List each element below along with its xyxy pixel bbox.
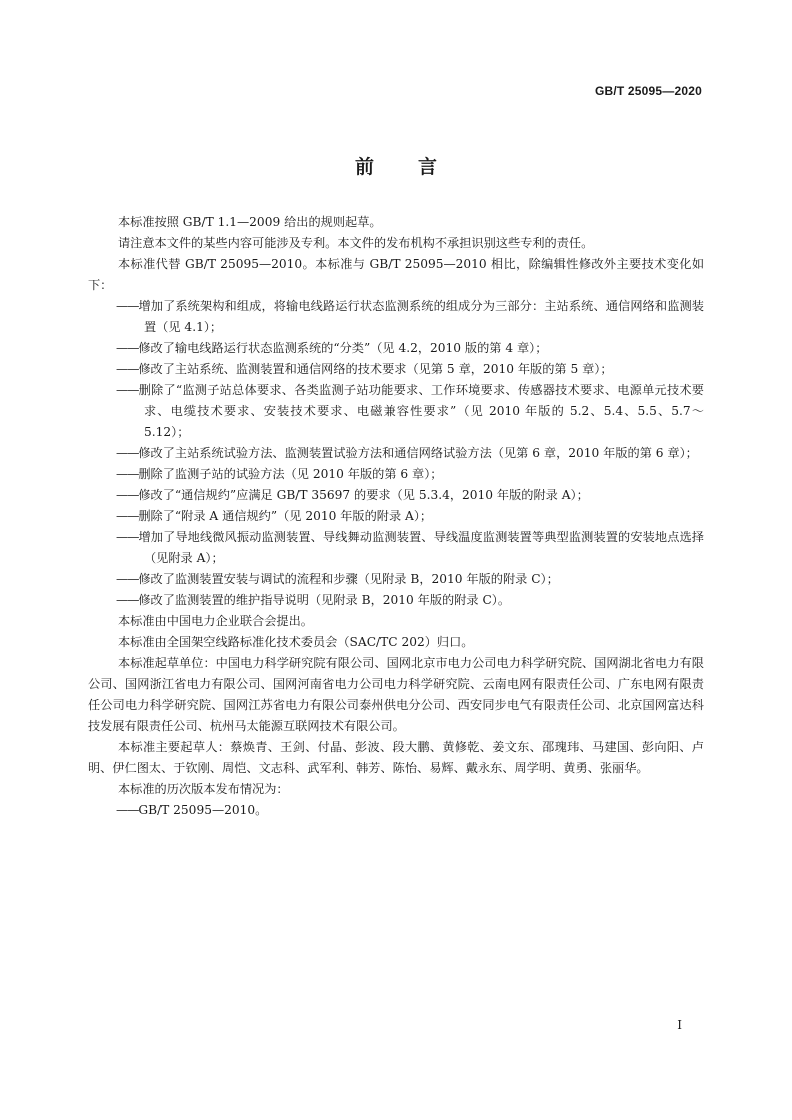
paragraph: 本标准的历次版本发布情况为： xyxy=(118,782,289,796)
list-item xyxy=(88,590,704,611)
list-item-text: GB/T 25095—2010。 xyxy=(138,803,268,817)
list-item xyxy=(88,380,704,443)
document-body xyxy=(88,212,704,821)
page-title: 前言 xyxy=(354,156,481,178)
standard-code: GB/T 25095—2020 xyxy=(594,84,702,98)
list-item xyxy=(88,569,704,590)
list-item xyxy=(88,527,704,569)
paragraph: 请注意本文件的某些内容可能涉及专利。本文件的发布机构不承担识别这些专利的责任。 xyxy=(118,236,594,250)
list-item xyxy=(88,443,704,464)
dash-marker: —— xyxy=(116,341,139,355)
paragraph: 本标准主要起草人：蔡焕青、王剑、付晶、彭波、段大鹏、黄修乾、姜文东、邵瑰玮、马建国、彭向阳、卢明、伊仁图太、于钦刚、周恺、文志科、武军利、韩芳、陈怡、易辉、戴永东、周学明、黄勇、张丽华。 xyxy=(88,740,704,775)
list-item xyxy=(88,296,704,338)
list-item-text: 删除了“附录 A 通信规约”（见 2010 年版的附录 A）； xyxy=(138,509,433,523)
dash-marker: —— xyxy=(116,446,139,460)
list-item xyxy=(88,359,704,380)
dash-marker: —— xyxy=(116,362,139,376)
list-item xyxy=(88,800,704,821)
dash-marker: —— xyxy=(116,467,139,481)
paragraph: 本标准按照 GB/T 1.1—2009 给出的规则起草。 xyxy=(118,215,382,229)
dash-marker: —— xyxy=(116,572,139,586)
list-item-text: 修改了监测装置的维护指导说明（见附录 B，2010 年版的附录 C）。 xyxy=(138,593,511,607)
list-item-text: 增加了导地线微风振动监测装置、导线舞动监测装置、导线温度监测装置等典型监测装置的安装地点选择（见附录 A）； xyxy=(138,530,704,565)
dash-marker: —— xyxy=(116,488,139,502)
paragraph: 本标准起草单位：中国电力科学研究院有限公司、国网北京市电力公司电力科学研究院、国网湖北省电力有限公司、国网浙江省电力有限公司、国网河南省电力公司电力科学研究院、云南电网有限责任公司、广东电网有限责任公司电力科学研究院、国网江苏省电力有限公司泰州供电分公司、西安同步电气有限责任公司、北京国网富达科技发展有限责任公司、杭州马太能源互联网技术有限公司。 xyxy=(88,656,704,733)
dash-marker: —— xyxy=(116,509,139,523)
dash-marker: —— xyxy=(116,299,139,313)
list-item-text: 增加了系统架构和组成，将输电线路运行状态监测系统的组成分为三部分：主站系统、通信网络和监测装置（见 4.1）； xyxy=(138,299,704,334)
list-item xyxy=(88,464,704,485)
dash-marker: —— xyxy=(116,803,139,817)
dash-marker: —— xyxy=(116,530,139,544)
paragraph: 本标准代替 GB/T 25095—2010。本标准与 GB/T 25095—2010 相比，除编辑性修改外主要技术变化如下： xyxy=(88,257,704,292)
list-item-text: 修改了监测装置安装与调试的流程和步骤（见附录 B，2010 年版的附录 C）； xyxy=(138,572,559,586)
list-item-text: 删除了监测子站的试验方法（见 2010 年版的第 6 章）； xyxy=(138,467,443,481)
dash-marker: —— xyxy=(116,593,139,607)
list-item-text: 修改了“通信规约”应满足 GB/T 35697 的要求（见 5.3.4，2010 年版的附录 A）； xyxy=(138,488,589,502)
list-item-text: 修改了主站系统、监测装置和通信网络的技术要求（见第 5 章，2010 年版的第 5 章）； xyxy=(138,362,613,376)
list-item-text: 修改了输电线路运行状态监测系统的“分类”（见 4.2，2010 版的第 4 章）； xyxy=(138,341,548,355)
list-item-text: 删除了“监测子站总体要求、各类监测子站功能要求、工作环境要求、传感器技术要求、电源单元技术要求、电缆技术要求、安装技术要求、电磁兼容性要求”（见 2010 年版的 5.2、5.4、5.5、5.7～5.12）； xyxy=(138,383,704,439)
paragraph: 本标准由中国电力企业联合会提出。 xyxy=(118,614,313,628)
page-number: I xyxy=(677,1018,682,1032)
list-item xyxy=(88,506,704,527)
list-item-text: 修改了主站系统试验方法、监测装置试验方法和通信网络试验方法（见第 6 章，2010 年版的第 6 章）； xyxy=(138,446,698,460)
list-item xyxy=(88,485,704,506)
list-item xyxy=(88,338,704,359)
dash-marker: —— xyxy=(116,383,139,397)
paragraph: 本标准由全国架空线路标准化技术委员会（SAC/TC 202）归口。 xyxy=(118,635,474,649)
